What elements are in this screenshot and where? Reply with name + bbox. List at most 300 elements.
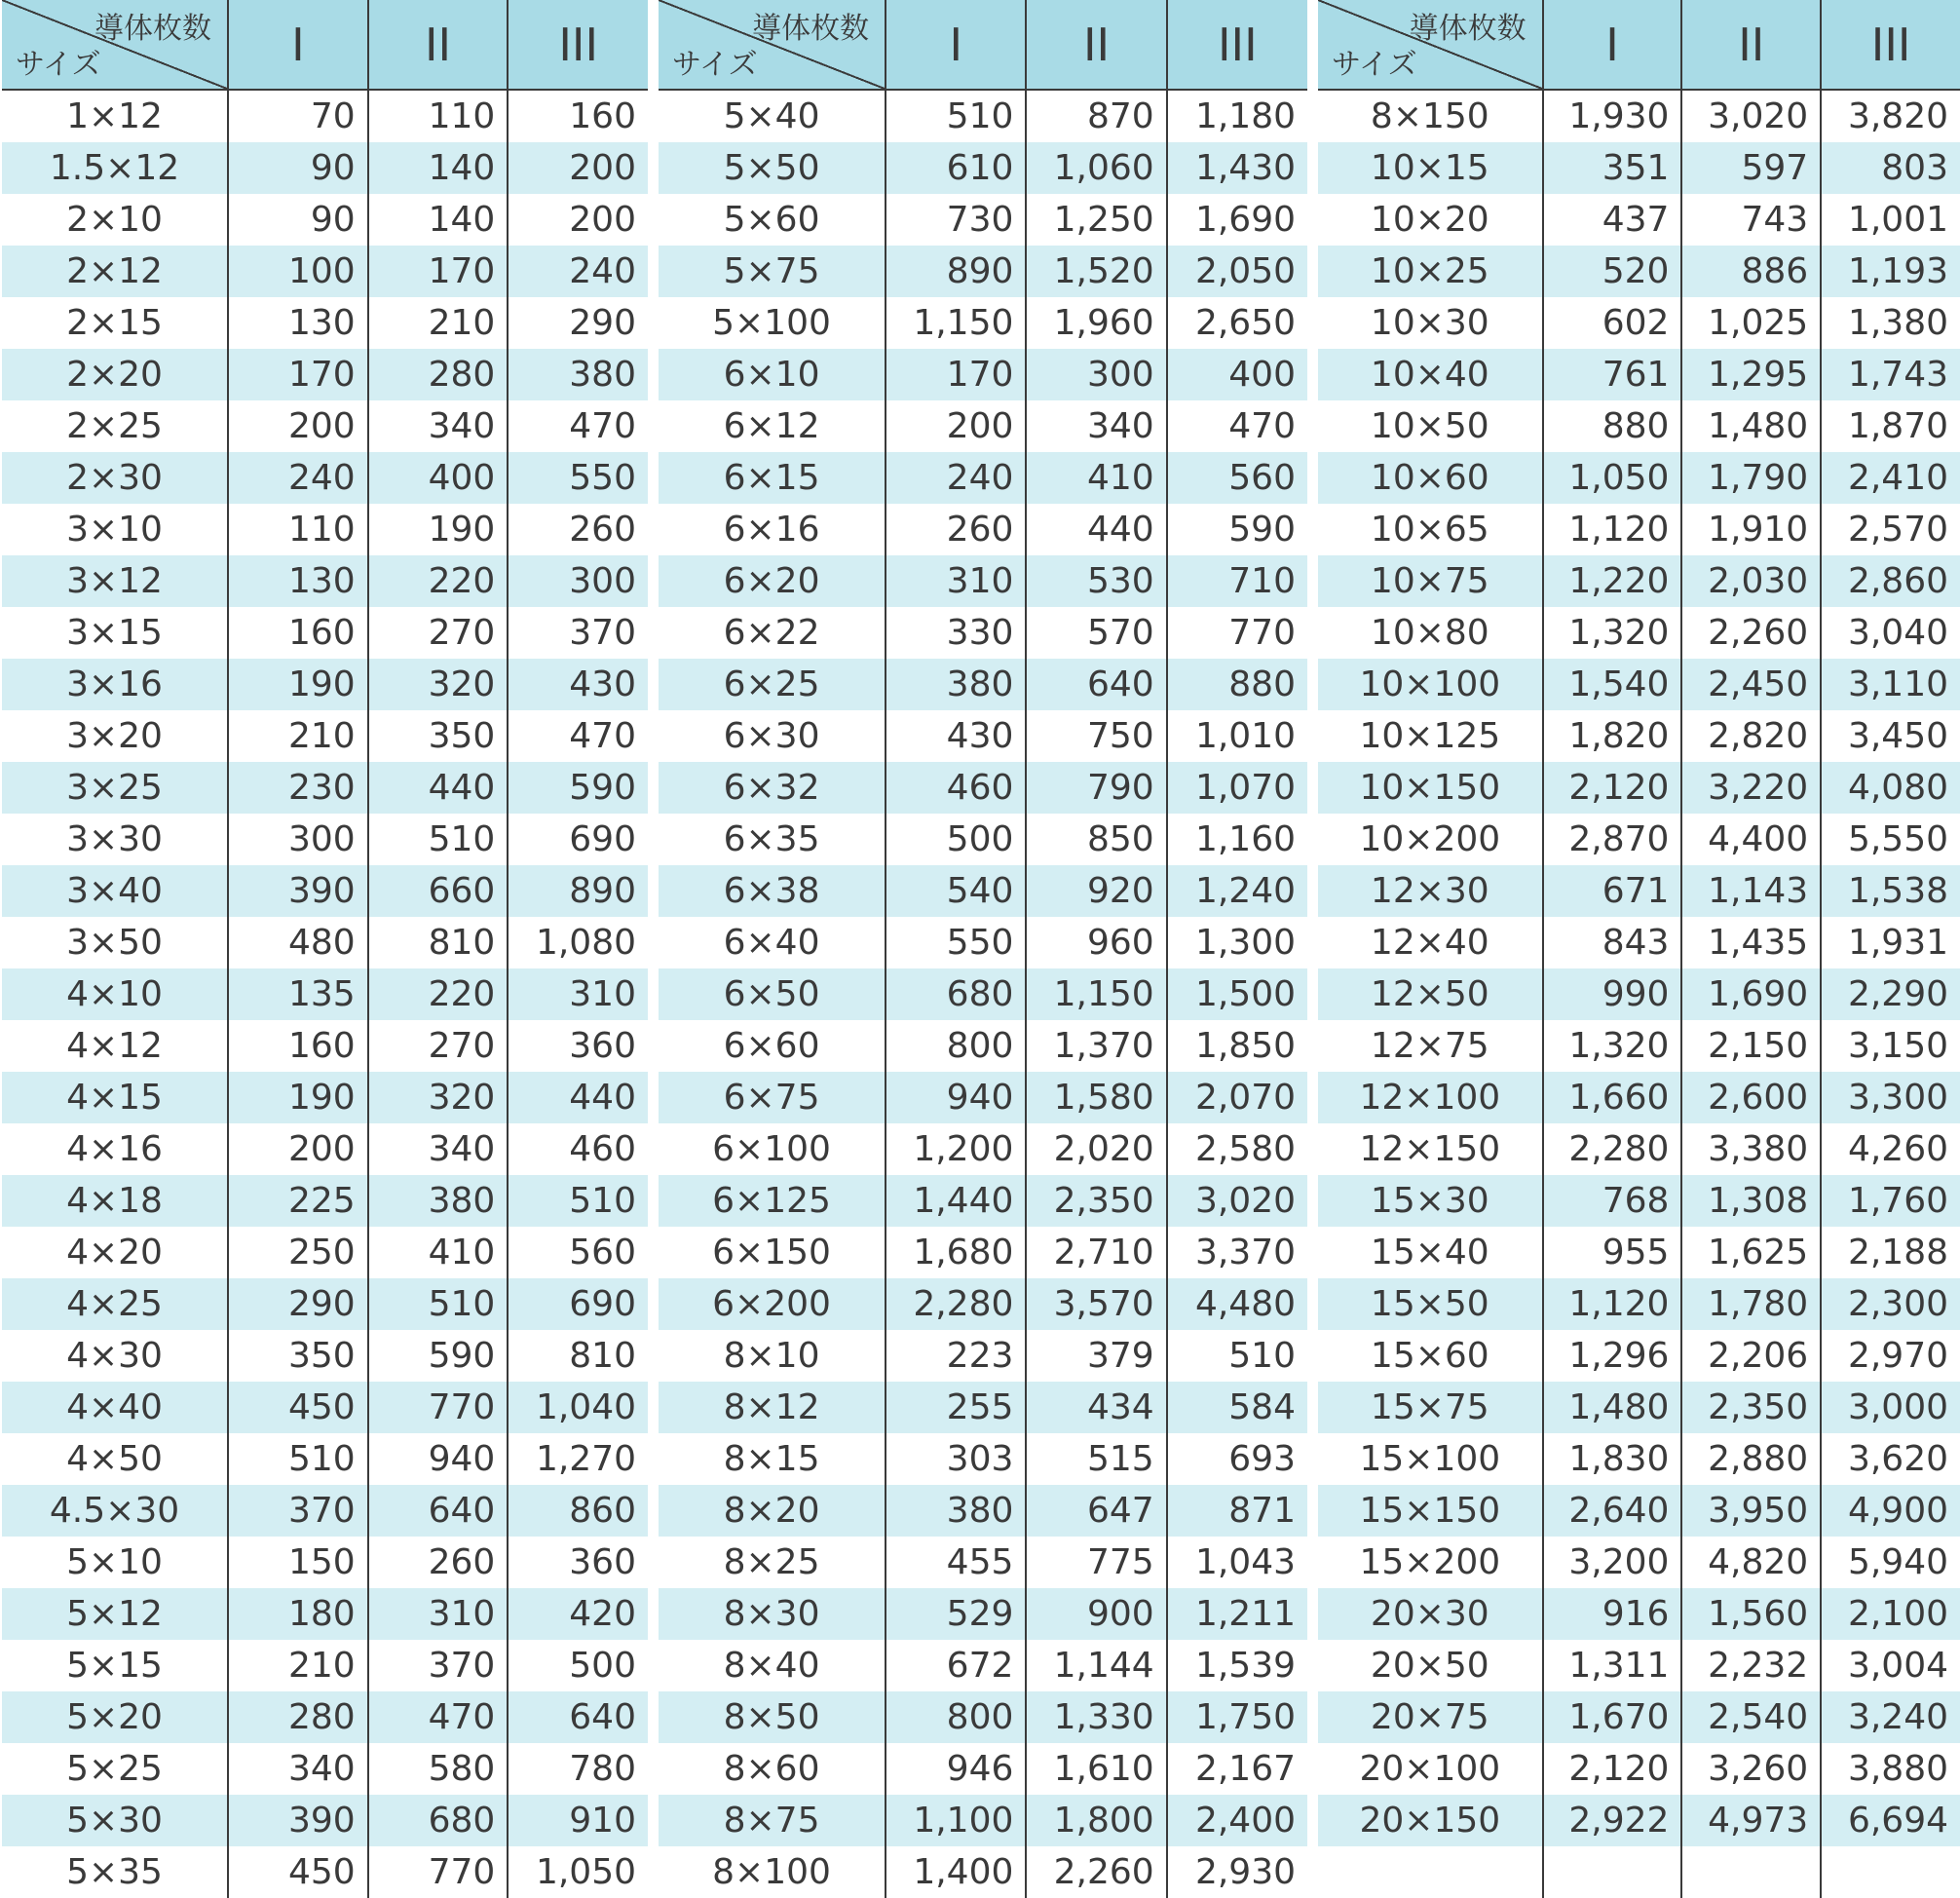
value-cell: 602 (1543, 297, 1682, 349)
size-cell: 20×100 (1359, 1749, 1501, 1789)
table-row (1318, 1485, 1960, 1537)
table-row (2, 1588, 648, 1640)
value-cell: 170 (368, 246, 509, 297)
value-cell: 150 (228, 1537, 368, 1588)
value-cell: 1,780 (1681, 1278, 1821, 1330)
table-row (659, 1072, 1307, 1123)
table-row (1318, 1175, 1960, 1227)
size-cell: 6×16 (723, 510, 820, 550)
value-cell: 2,880 (1681, 1433, 1821, 1485)
value-cell: 1,120 (1543, 504, 1682, 555)
value-cell: 290 (508, 297, 648, 349)
value-cell: 871 (1167, 1485, 1307, 1537)
value-cell: 1,440 (886, 1175, 1026, 1227)
value-cell: 379 (1026, 1330, 1166, 1382)
value-cell: 300 (508, 555, 648, 607)
size-cell: 5×40 (723, 96, 820, 136)
value-cell: 690 (508, 1278, 648, 1330)
header-row (2, 0, 648, 90)
value-cell: 2,870 (1543, 814, 1682, 865)
value-cell: 480 (228, 917, 368, 968)
value-cell: 672 (886, 1640, 1026, 1691)
value-cell: 1,070 (1167, 762, 1307, 814)
value-cell: 410 (368, 1227, 509, 1278)
table-row (659, 917, 1307, 968)
value-cell: 4,260 (1821, 1123, 1960, 1175)
table-row (659, 814, 1307, 865)
size-cell: 6×35 (723, 819, 820, 859)
value-cell: 3,820 (1821, 90, 1960, 142)
value-cell: 2,922 (1543, 1795, 1682, 1846)
value-cell: 3,300 (1821, 1072, 1960, 1123)
value-cell: 2,030 (1681, 555, 1821, 607)
size-cell: 5×75 (659, 246, 886, 297)
size-cell: 4×10 (2, 968, 228, 1020)
size-cell: 10×20 (1370, 200, 1489, 240)
value-cell: 340 (368, 400, 509, 452)
value-cell: 1,480 (1681, 400, 1821, 452)
size-cell: 6×15 (659, 452, 886, 504)
value-cell: 1,790 (1681, 452, 1821, 504)
size-cell: 8×40 (723, 1646, 820, 1686)
table-row (659, 1175, 1307, 1227)
table-panel-1 (2, 0, 648, 1898)
value-cell: 1,830 (1543, 1433, 1682, 1485)
value-cell: 886 (1681, 246, 1821, 297)
value-cell: 790 (1026, 762, 1166, 814)
value-cell: 170 (228, 349, 368, 400)
value-cell: 510 (508, 1175, 648, 1227)
value-cell: 660 (368, 865, 509, 917)
table-row (659, 1020, 1307, 1072)
size-cell: 10×65 (1370, 510, 1489, 550)
value-cell: 590 (368, 1330, 509, 1382)
table-row (659, 1330, 1307, 1382)
value-cell: 520 (1543, 246, 1682, 297)
size-cell: 6×150 (712, 1233, 831, 1272)
value-cell (1681, 1846, 1821, 1898)
value-cell: 1,050 (508, 1846, 648, 1898)
table-row (2, 1795, 648, 1846)
value-cell: 130 (228, 297, 368, 349)
table-row (659, 1640, 1307, 1691)
size-cell: 10×40 (1318, 349, 1543, 400)
table-row (659, 90, 1307, 142)
value-cell: 1,820 (1543, 710, 1682, 762)
size-cell: 10×60 (1318, 452, 1543, 504)
value-cell: 190 (368, 504, 509, 555)
value-cell: 1,311 (1543, 1640, 1682, 1691)
value-cell: 3,220 (1681, 762, 1821, 814)
size-cell: 15×50 (1318, 1278, 1543, 1330)
size-cell: 6×60 (723, 1026, 820, 1066)
corner-header (1318, 0, 1543, 90)
table-row (2, 607, 648, 659)
value-cell: 1,800 (1026, 1795, 1166, 1846)
value-cell: 1,060 (1026, 142, 1166, 194)
value-cell: 223 (886, 1330, 1026, 1382)
value-cell: 460 (508, 1123, 648, 1175)
value-cell: 940 (886, 1072, 1026, 1123)
corner-header (2, 0, 228, 90)
table-row (2, 1640, 648, 1691)
value-cell: 1,120 (1543, 1278, 1682, 1330)
value-cell: 437 (1543, 194, 1682, 246)
value-cell: 1,930 (1543, 90, 1682, 142)
value-cell: 180 (228, 1588, 368, 1640)
table-row (1318, 90, 1960, 142)
value-cell: 6,694 (1821, 1795, 1960, 1846)
size-cell: 2×30 (2, 452, 228, 504)
size-cell: 5×25 (66, 1749, 163, 1789)
value-cell: 310 (886, 555, 1026, 607)
size-cell: 1.5×12 (2, 142, 228, 194)
table-row (659, 1743, 1307, 1795)
value-cell: 2,350 (1681, 1382, 1821, 1433)
value-cell: 2,167 (1167, 1743, 1307, 1795)
table-row (1318, 142, 1960, 194)
table-row (2, 1072, 648, 1123)
value-cell: 210 (368, 297, 509, 349)
table-row (659, 1278, 1307, 1330)
value-cell: 200 (886, 400, 1026, 452)
size-cell: 20×75 (1318, 1691, 1543, 1743)
value-cell: 440 (1026, 504, 1166, 555)
table-row (659, 968, 1307, 1020)
value-cell: 4,480 (1167, 1278, 1307, 1330)
value-cell: 510 (368, 1278, 509, 1330)
size-cell: 3×25 (2, 762, 228, 814)
table-row (2, 1175, 648, 1227)
size-cell: 2×25 (66, 406, 163, 446)
value-cell: 303 (886, 1433, 1026, 1485)
value-cell: 850 (1026, 814, 1166, 865)
value-cell: 890 (508, 865, 648, 917)
value-cell: 1,100 (886, 1795, 1026, 1846)
size-cell: 10×150 (1318, 762, 1543, 814)
value-cell: 1,220 (1543, 555, 1682, 607)
size-cell: 6×75 (659, 1072, 886, 1123)
value-cell: 1,870 (1821, 400, 1960, 452)
column-header-2: II (368, 0, 509, 90)
value-cell: 2,450 (1681, 659, 1821, 710)
value-cell: 90 (228, 142, 368, 194)
value-cell (1821, 1846, 1960, 1898)
size-cell: 6×100 (712, 1129, 831, 1169)
table-row (2, 142, 648, 194)
conductor-count-label: 導体枚数 (94, 12, 212, 46)
value-cell: 110 (368, 90, 509, 142)
value-cell: 916 (1543, 1588, 1682, 1640)
table-row (1318, 1227, 1960, 1278)
value-cell: 320 (368, 659, 509, 710)
value-cell: 430 (508, 659, 648, 710)
size-cell: 10×25 (1318, 246, 1543, 297)
value-cell: 1,296 (1543, 1330, 1682, 1382)
value-cell: 200 (508, 142, 648, 194)
size-cell: 3×20 (66, 716, 163, 756)
table-row (2, 504, 648, 555)
value-cell: 2,020 (1026, 1123, 1166, 1175)
value-cell: 1,080 (508, 917, 648, 968)
table-panel-2 (659, 0, 1307, 1898)
value-cell: 3,950 (1681, 1485, 1821, 1537)
table-row (659, 1123, 1307, 1175)
size-cell: 4×30 (66, 1336, 163, 1376)
size-cell: 10×100 (1318, 659, 1543, 710)
size-cell: 10×75 (1318, 555, 1543, 607)
size-cell: 5×60 (723, 200, 820, 240)
value-cell: 470 (368, 1691, 509, 1743)
value-cell: 3,020 (1167, 1175, 1307, 1227)
value-cell: 510 (886, 90, 1026, 142)
value-cell: 225 (228, 1175, 368, 1227)
size-cell: 15×200 (1359, 1542, 1501, 1582)
value-cell: 1,160 (1167, 814, 1307, 865)
value-cell: 1,240 (1167, 865, 1307, 917)
value-cell: 3,004 (1821, 1640, 1960, 1691)
value-cell: 3,260 (1681, 1743, 1821, 1795)
size-cell: 10×80 (1370, 613, 1489, 653)
corner-header (659, 0, 886, 90)
size-cell: 12×150 (1359, 1129, 1501, 1169)
column-header-3: III (1821, 0, 1960, 90)
size-cell: 6×38 (659, 865, 886, 917)
table-row (2, 400, 648, 452)
size-cell: 15×150 (1318, 1485, 1543, 1537)
value-cell: 730 (886, 194, 1026, 246)
value-cell: 1,480 (1543, 1382, 1682, 1433)
value-cell: 270 (368, 607, 509, 659)
value-cell: 3,450 (1821, 710, 1960, 762)
column-header-1: I (1543, 0, 1682, 90)
size-cell: 6×10 (659, 349, 886, 400)
table-row (1318, 1123, 1960, 1175)
value-cell: 460 (886, 762, 1026, 814)
table-row (1318, 917, 1960, 968)
value-cell: 160 (228, 1020, 368, 1072)
table-row (2, 349, 648, 400)
value-cell: 597 (1681, 142, 1821, 194)
table-row (1318, 814, 1960, 865)
size-label: サイズ (16, 48, 101, 82)
size-cell: 4×16 (66, 1129, 163, 1169)
size-cell: 8×15 (723, 1439, 820, 1479)
value-cell: 540 (886, 865, 1026, 917)
size-cell: 6×20 (659, 555, 886, 607)
size-cell: 6×50 (659, 968, 886, 1020)
table-row (659, 297, 1307, 349)
table-row (1318, 349, 1960, 400)
value-cell: 260 (508, 504, 648, 555)
conductor-count-label: 導体枚数 (752, 12, 870, 46)
table-row (2, 1382, 648, 1433)
table-row (2, 452, 648, 504)
value-cell: 775 (1026, 1537, 1166, 1588)
value-cell: 550 (886, 917, 1026, 968)
value-cell: 1,430 (1167, 142, 1307, 194)
value-cell: 3,020 (1681, 90, 1821, 142)
size-cell: 2×12 (2, 246, 228, 297)
value-cell: 1,500 (1167, 968, 1307, 1020)
value-cell: 100 (228, 246, 368, 297)
conductor-count-label: 導体枚数 (1409, 12, 1527, 46)
table-row (659, 659, 1307, 710)
size-cell: 4.5×30 (2, 1485, 228, 1537)
header-row (659, 0, 1307, 90)
value-cell: 255 (886, 1382, 1026, 1433)
size-cell: 5×100 (712, 303, 831, 343)
size-cell: 8×30 (659, 1588, 886, 1640)
value-cell: 340 (1026, 400, 1166, 452)
size-cell: 1×12 (66, 96, 163, 136)
value-cell: 3,380 (1681, 1123, 1821, 1175)
value-cell: 920 (1026, 865, 1166, 917)
table-row (2, 1485, 648, 1537)
value-cell: 390 (228, 1795, 368, 1846)
value-cell: 761 (1543, 349, 1682, 400)
size-label: サイズ (672, 48, 758, 82)
value-cell: 803 (1821, 142, 1960, 194)
size-cell (1318, 1846, 1543, 1898)
value-cell: 2,290 (1821, 968, 1960, 1020)
value-cell: 220 (368, 555, 509, 607)
value-cell: 190 (228, 659, 368, 710)
value-cell: 400 (1167, 349, 1307, 400)
value-cell: 3,620 (1821, 1433, 1960, 1485)
table-row (1318, 452, 1960, 504)
size-cell: 5×10 (66, 1542, 163, 1582)
value-cell: 743 (1681, 194, 1821, 246)
size-cell: 5×20 (2, 1691, 228, 1743)
value-cell: 351 (1543, 142, 1682, 194)
value-cell: 500 (508, 1640, 648, 1691)
column-header-1: I (886, 0, 1026, 90)
value-cell: 515 (1026, 1433, 1166, 1485)
table-row (2, 865, 648, 917)
size-cell: 3×16 (2, 659, 228, 710)
value-cell: 1,670 (1543, 1691, 1682, 1743)
value-cell: 1,625 (1681, 1227, 1821, 1278)
size-cell: 20×30 (1318, 1588, 1543, 1640)
size-cell: 6×40 (723, 923, 820, 963)
value-cell: 671 (1543, 865, 1682, 917)
size-cell: 12×75 (1370, 1026, 1489, 1066)
value-cell: 2,188 (1821, 1227, 1960, 1278)
size-cell: 12×40 (1370, 923, 1489, 963)
table-row (2, 1691, 648, 1743)
size-cell: 8×60 (723, 1749, 820, 1789)
table-row (2, 1743, 648, 1795)
value-cell: 310 (368, 1588, 509, 1640)
size-cell: 6×30 (723, 716, 820, 756)
table-row (1318, 1795, 1960, 1846)
table-row (2, 659, 648, 710)
table-row (1318, 710, 1960, 762)
value-cell: 280 (228, 1691, 368, 1743)
value-cell: 1,308 (1681, 1175, 1821, 1227)
size-cell: 8×10 (723, 1336, 820, 1376)
value-cell: 2,970 (1821, 1330, 1960, 1382)
value-cell: 2,860 (1821, 555, 1960, 607)
size-cell: 10×30 (1370, 303, 1489, 343)
value-cell (1543, 1846, 1682, 1898)
value-cell: 250 (228, 1227, 368, 1278)
value-cell: 380 (368, 1175, 509, 1227)
size-cell: 15×40 (1370, 1233, 1489, 1272)
size-cell: 15×60 (1370, 1336, 1489, 1376)
table-row (1318, 1640, 1960, 1691)
size-cell: 3×15 (66, 613, 163, 653)
table-row (659, 349, 1307, 400)
value-cell: 1,043 (1167, 1537, 1307, 1588)
value-cell: 455 (886, 1537, 1026, 1588)
value-cell: 910 (508, 1795, 648, 1846)
size-cell: 8×20 (659, 1485, 886, 1537)
table-row (659, 246, 1307, 297)
value-cell: 1,690 (1681, 968, 1821, 1020)
table-row (1318, 1743, 1960, 1795)
value-cell: 1,040 (508, 1382, 648, 1433)
value-cell: 4,820 (1681, 1537, 1821, 1588)
size-cell: 3×30 (66, 819, 163, 859)
value-cell: 450 (228, 1846, 368, 1898)
value-cell: 1,330 (1026, 1691, 1166, 1743)
value-cell: 900 (1026, 1588, 1166, 1640)
value-cell: 1,144 (1026, 1640, 1166, 1691)
value-cell: 240 (508, 246, 648, 297)
table-row (1318, 400, 1960, 452)
value-cell: 890 (886, 246, 1026, 297)
table-row (1318, 1330, 1960, 1382)
value-cell: 2,300 (1821, 1278, 1960, 1330)
value-cell: 590 (1167, 504, 1307, 555)
value-cell: 770 (368, 1382, 509, 1433)
value-cell: 200 (228, 1123, 368, 1175)
value-cell: 2,540 (1681, 1691, 1821, 1743)
value-cell: 590 (508, 762, 648, 814)
value-cell: 430 (886, 710, 1026, 762)
table-row (1318, 1846, 1960, 1898)
table-row (659, 452, 1307, 504)
value-cell: 2,650 (1167, 297, 1307, 349)
value-cell: 330 (886, 607, 1026, 659)
value-cell: 190 (228, 1072, 368, 1123)
value-cell: 1,850 (1167, 1020, 1307, 1072)
column-header-2: II (1026, 0, 1166, 90)
table-row (659, 1691, 1307, 1743)
value-cell: 640 (508, 1691, 648, 1743)
value-cell: 880 (1167, 659, 1307, 710)
table-row (1318, 659, 1960, 710)
value-cell: 4,400 (1681, 814, 1821, 865)
value-cell: 2,820 (1681, 710, 1821, 762)
value-cell: 770 (368, 1846, 509, 1898)
value-cell: 1,211 (1167, 1588, 1307, 1640)
value-cell: 1,960 (1026, 297, 1166, 349)
size-cell: 15×30 (1318, 1175, 1543, 1227)
value-cell: 380 (508, 349, 648, 400)
value-cell: 90 (228, 194, 368, 246)
value-cell: 768 (1543, 1175, 1682, 1227)
table-row (2, 1227, 648, 1278)
value-cell: 560 (1167, 452, 1307, 504)
value-cell: 680 (886, 968, 1026, 1020)
value-cell: 2,206 (1681, 1330, 1821, 1382)
table-row (2, 90, 648, 142)
size-cell: 3×50 (66, 923, 163, 963)
size-cell: 5×50 (659, 142, 886, 194)
